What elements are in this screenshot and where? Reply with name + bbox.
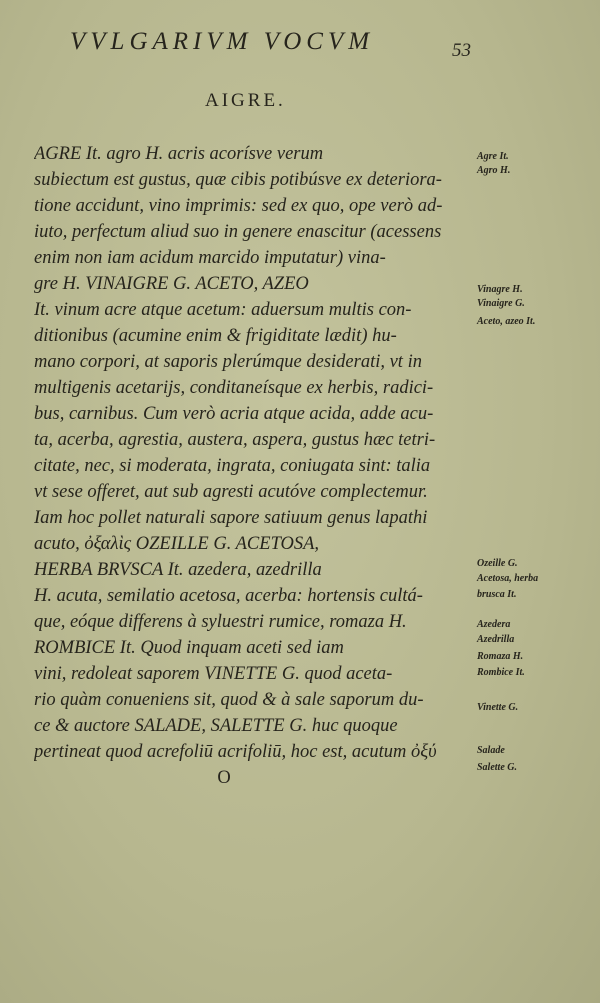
text-line: acuto, ὀξαλὶς OZEILLE G. ACETOSA, (34, 534, 320, 554)
margin-note: Agre It. (477, 151, 509, 162)
text-line: citate, nec, si moderata, ingrata, coniugata sint: talia (34, 456, 431, 476)
text-line: iuto, perfectum aliud suo in genere enascitur (acessens (34, 222, 442, 242)
margin-note: Vinagre H. (477, 284, 523, 295)
text-line: ta, acerba, agrestia, austera, aspera, gustus hæc tetri- (34, 430, 436, 450)
text-line: bus, carnibus. Cum verò acria atque acida, adde acu- (34, 404, 434, 424)
page-number: 53 (452, 40, 471, 61)
running-head: VVLGARIVM VOCVM (70, 28, 375, 55)
margin-note: brusca It. (477, 589, 517, 600)
text-line: vt sese offeret, aut sub agresti acutóve complectemur. (34, 482, 428, 502)
text-line: rio quàm conueniens sit, quod & à sale saporum du- (34, 690, 424, 710)
text-line: que, eóque differens à syluestri rumice, romaza H. (34, 612, 407, 632)
catchword: O (217, 768, 231, 788)
margin-note: Vinaigre G. (477, 298, 525, 309)
margin-note: Ozeille G. (477, 558, 518, 569)
text-line: AGRE It. agro H. acris acorísve verum (34, 144, 324, 164)
margin-note: Aceto, azeo It. (477, 316, 536, 327)
text-line: HERBA BRVSCA It. azedera, azedrilla (34, 560, 322, 580)
text-line: subiectum est gustus, quæ cibis potibúsve ex deteriora- (34, 170, 442, 190)
margin-note: Azedrilla (477, 634, 515, 645)
text-line: Iam hoc pollet naturali sapore satiuum genus lapathi (34, 508, 428, 528)
margin-note: Romaza H. (477, 651, 524, 662)
margin-note: Agro H. (477, 165, 511, 176)
text-line: ditionibus (acumine enim & frigiditate lædit) hu- (34, 326, 397, 346)
text-line: tione accidunt, vino imprimis: sed ex quo, ope verò ad- (34, 196, 443, 216)
body-text (34, 141, 474, 791)
text-line: vini, redoleat saporem VINETTE G. quod aceta- (34, 664, 393, 684)
text-line: pertineat quod acrefoliū acrifoliū, hoc est, acutum ὀξύ (34, 742, 437, 762)
text-line: It. vinum acre atque acetum: aduersum multis con- (34, 300, 412, 320)
text-line: ce & auctore SALADE, SALETTE G. huc quoque (34, 716, 398, 736)
margin-note: Azedera (477, 619, 511, 630)
text-line: enim non iam acidum marcido imputatur) vina- (34, 248, 386, 268)
section-heading: AIGRE. (205, 90, 286, 111)
text-line: ROMBICE It. Quod inquam aceti sed iam (34, 638, 344, 658)
text-line: gre H. VINAIGRE G. ACETO, AZEO (34, 274, 309, 294)
margin-note: Acetosa, herba (477, 573, 539, 584)
margin-note: Salade (477, 745, 505, 756)
text-line: H. acuta, semilatio acetosa, acerba: hortensis cultá- (34, 586, 423, 606)
text-line: multigenis acetarijs, conditaneísque ex herbis, radici- (34, 378, 434, 398)
margin-note: Rombice It. (477, 667, 525, 678)
text-line: mano corpori, at saporis plerúmque desiderati, vt in (34, 352, 422, 372)
margin-note: Vinette G. (477, 702, 519, 713)
margin-note: Salette G. (477, 762, 517, 773)
